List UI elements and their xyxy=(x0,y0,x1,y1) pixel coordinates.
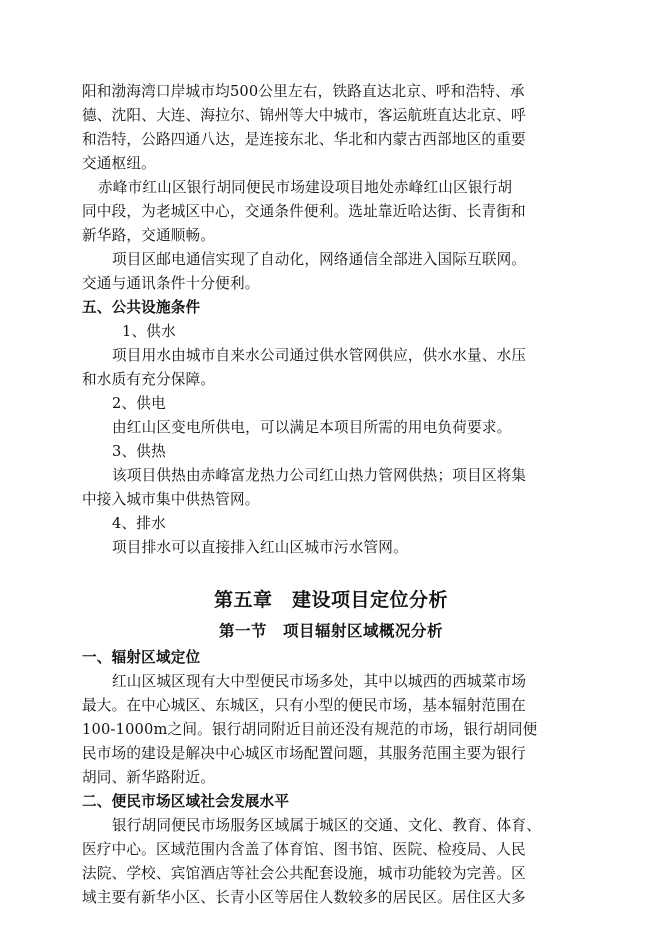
positioning-line-3: 100-1000m之间。银行胡同附近目前还没有规范的市场，银行胡同便 xyxy=(82,721,538,738)
intro-line-2: 德、沈阳、大连、海拉尔、锦州等大中城市，客运航班直达北京、呼 xyxy=(82,107,526,124)
chapter-title: 第五章 建设项目定位分析 xyxy=(213,589,448,611)
drainage-label: 4、排水 xyxy=(112,515,166,532)
water-line-1: 项目用水由城市自来水公司通过供水管网供应，供水水量、水压 xyxy=(112,347,527,364)
power-label: 2、供电 xyxy=(112,395,166,412)
heating-line-2: 中接入城市集中供热管网。 xyxy=(82,491,260,508)
positioning-line-5: 胡同、新华路附近。 xyxy=(82,769,216,786)
positioning-line-4: 民市场的建设是解决中心城区市场配置问题，其服务范围主要为银行 xyxy=(82,745,526,762)
development-line-4: 域主要有新华小区、长青小区等居住人数较多的居民区。居住区大多 xyxy=(82,889,526,906)
public-facilities-heading: 五、公共设施条件 xyxy=(82,299,201,316)
drainage-line: 项目排水可以直接排入红山区城市污水管网。 xyxy=(112,539,408,556)
intro-line-4: 交通枢纽。 xyxy=(82,155,156,172)
positioning-line-2: 最大。在中心城区、东城区，只有小型的便民市场，基本辐射范围在 xyxy=(82,697,526,714)
development-line-1: 银行胡同便民市场服务区域属于城区的交通、文化、教育、体育、 xyxy=(112,817,542,834)
positioning-line-1: 红山区城区现有大中型便民市场多处，其中以城西的西城菜市场 xyxy=(112,673,527,690)
positioning-heading: 一、辐射区域定位 xyxy=(82,649,201,666)
telecom-line-2: 交通与通讯条件十分便利。 xyxy=(82,275,260,292)
intro-line-1: 阳和渤海湾口岸城市均500公里左右，铁路直达北京、呼和浩特、承 xyxy=(82,83,525,100)
development-line-3: 法院、学校、宾馆酒店等社会公共配套设施，城市功能较为完善。区 xyxy=(82,865,526,882)
section-title: 第一节 项目辐射区域概况分析 xyxy=(218,622,443,640)
telecom-line-1: 项目区邮电通信实现了自动化，网络通信全部进入国际互联网。 xyxy=(112,251,527,268)
site-line-2: 同中段，为老城区中心，交通条件便利。选址靠近哈达街、长青街和 xyxy=(82,203,526,220)
water-label: 1、供水 xyxy=(122,323,176,340)
site-line-3: 新华路，交通顺畅。 xyxy=(82,227,216,244)
site-line-1: 赤峰市红山区银行胡同便民市场建设项目地处赤峰红山区银行胡 xyxy=(98,179,513,196)
development-heading: 二、便民市场区域社会发展水平 xyxy=(82,793,290,810)
power-line: 由红山区变电所供电，可以满足本项目所需的用电负荷要求。 xyxy=(112,419,512,436)
heating-label: 3、供热 xyxy=(112,443,166,460)
water-line-2: 和水质有充分保障。 xyxy=(82,371,216,388)
intro-line-3: 和浩特，公路四通八达，是连接东北、华北和内蒙古西部地区的重要 xyxy=(82,131,526,148)
development-line-2: 医疗中心。区域范围内含盖了体育馆、图书馆、医院、检疫局、人民 xyxy=(82,841,526,858)
heating-line-1: 该项目供热由赤峰富龙热力公司红山热力管网供热；项目区将集 xyxy=(112,467,527,484)
